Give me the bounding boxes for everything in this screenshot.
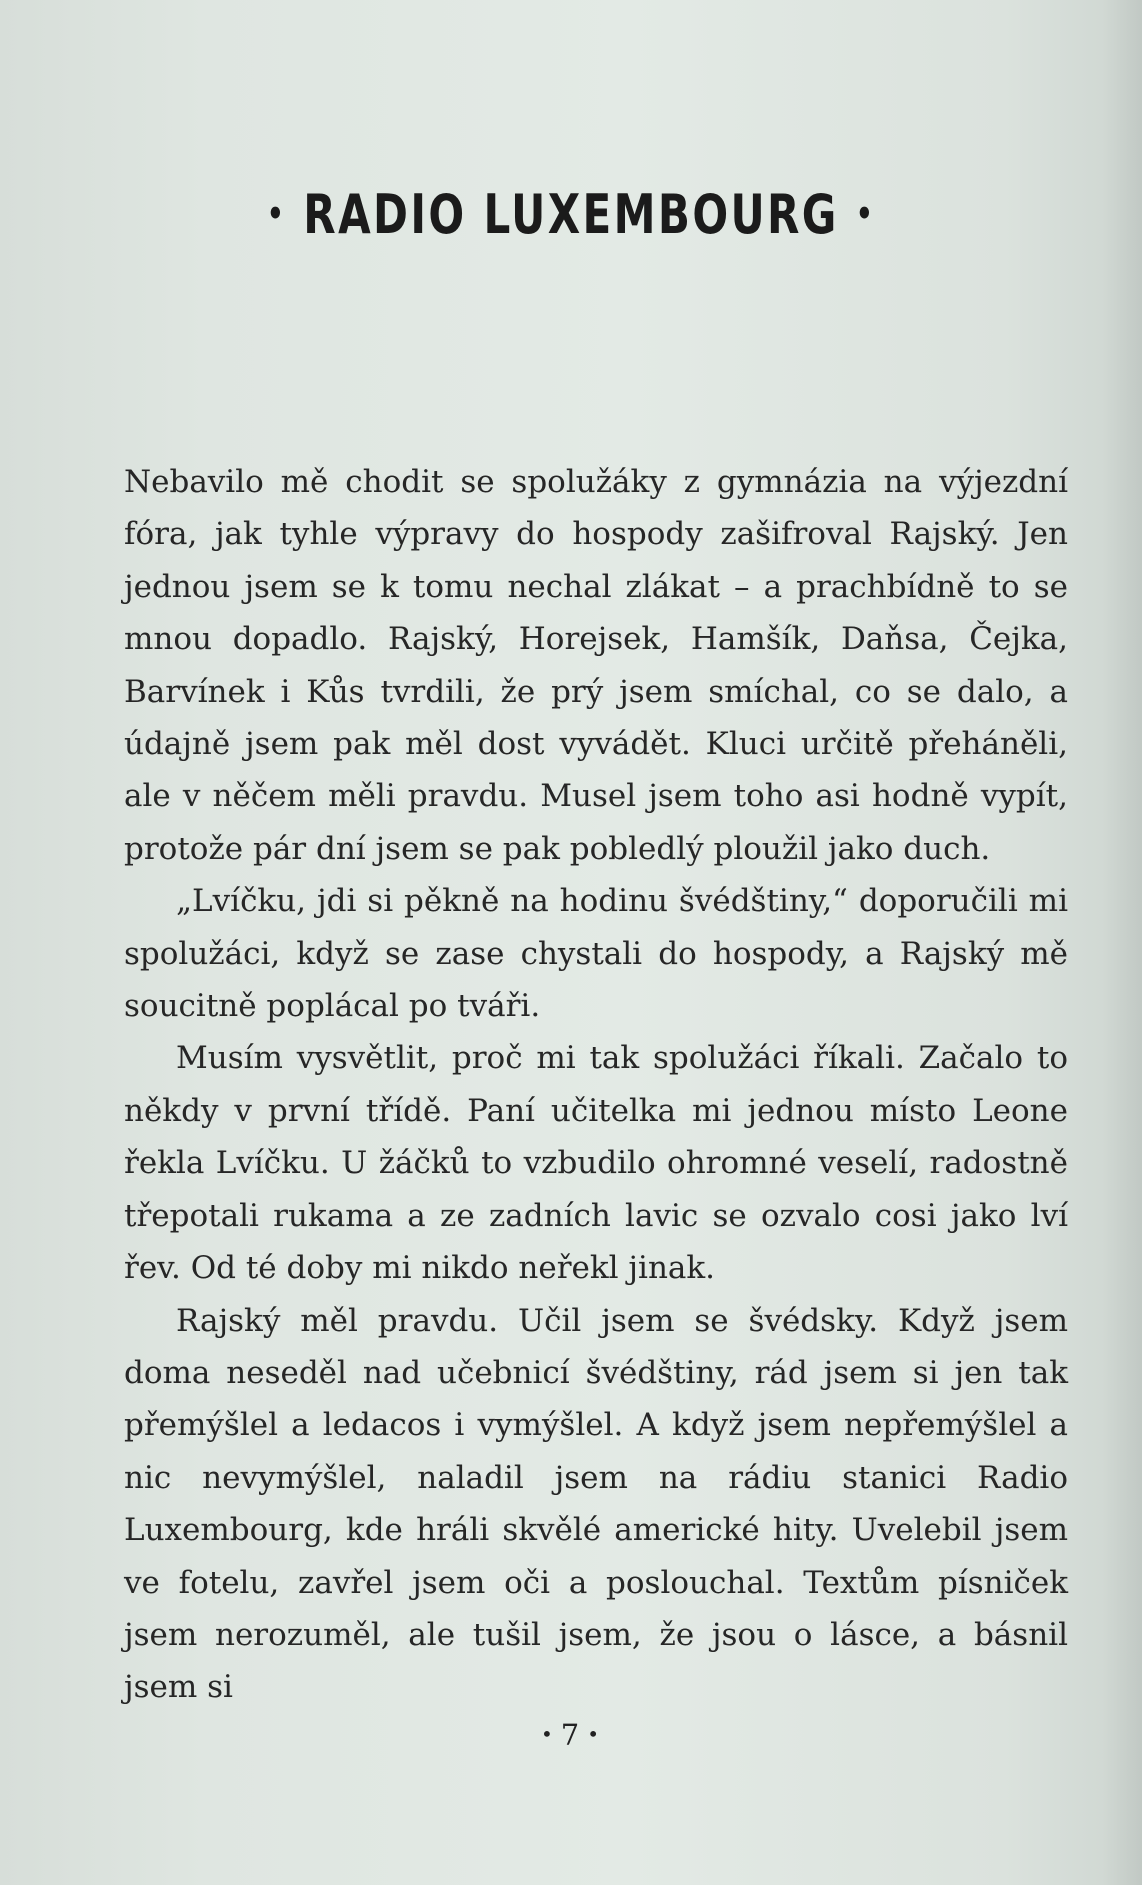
page-number <box>0 1718 1142 1752</box>
paragraph-3: Musím vysvětlit, proč mi tak spolužáci říkali. Začalo to někdy v první třídě. Paní učitelka mi jednou místo Leone řekla Lvíčku. U žáčků to vzbudilo ohromné veselí, radostně třepotali rukama a ze zadních lavic se ozvalo cosi jako lví řev. Od té doby mi nikdo neřekl jinak. <box>124 1040 1068 1287</box>
paragraph-2: „Lvíčku, jdi si pěkně na hodinu švédštiny,“ doporučili mi spolužáci, když se zase chystali do hospody, a Rajský mě soucitně poplácal po tváři. <box>124 883 1068 1025</box>
heading-bullet-left: • <box>266 194 287 234</box>
folio-bullet-right: • <box>587 1722 602 1746</box>
chapter-body <box>124 456 1068 1714</box>
chapter-heading <box>126 178 1017 251</box>
page-number-value: 7 <box>560 1718 582 1752</box>
folio-bullet-left: • <box>540 1722 555 1746</box>
page-edge-shadow <box>1102 0 1142 1885</box>
heading-bullet-right: • <box>855 194 876 234</box>
chapter-title: RADIO LUXEMBOURG <box>303 183 839 246</box>
paragraph-1: Nebavilo mě chodit se spolužáky z gymnázia na výjezdní fóra, jak tyhle výpravy do hospody zašifroval Rajský. Jen jednou jsem se k tomu nechal zlákat – a prachbídně to se mnou dopadlo. Rajský, Horejsek, Hamšík, Daňsa, Čejka, Barvínek i Kůs tvrdili, že prý jsem smíchal, co se dalo, a údajně jsem pak měl dost vyvádět. Kluci určitě přeháněli, ale v něčem měli pravdu. Musel jsem toho asi hodně vypít, protože pár dní jsem se pak pobledlý ploužil jako duch. <box>124 464 1068 867</box>
paragraph-4: Rajský měl pravdu. Učil jsem se švédsky. Když jsem doma neseděl nad učebnicí švédštiny, rád jsem si jen tak přemýšlel a ledacos i vymýšlel. A když jsem nepřemýšlel a nic nevymýšlel, naladil jsem na rádiu stanici Radio Luxembourg, kde hráli skvělé americké hity. Uvelebil jsem ve fotelu, zavřel jsem oči a poslouchal. Textům písniček jsem nerozuměl, ale tušil jsem, že jsou o lásce, a básnil jsem si <box>124 1302 1068 1706</box>
